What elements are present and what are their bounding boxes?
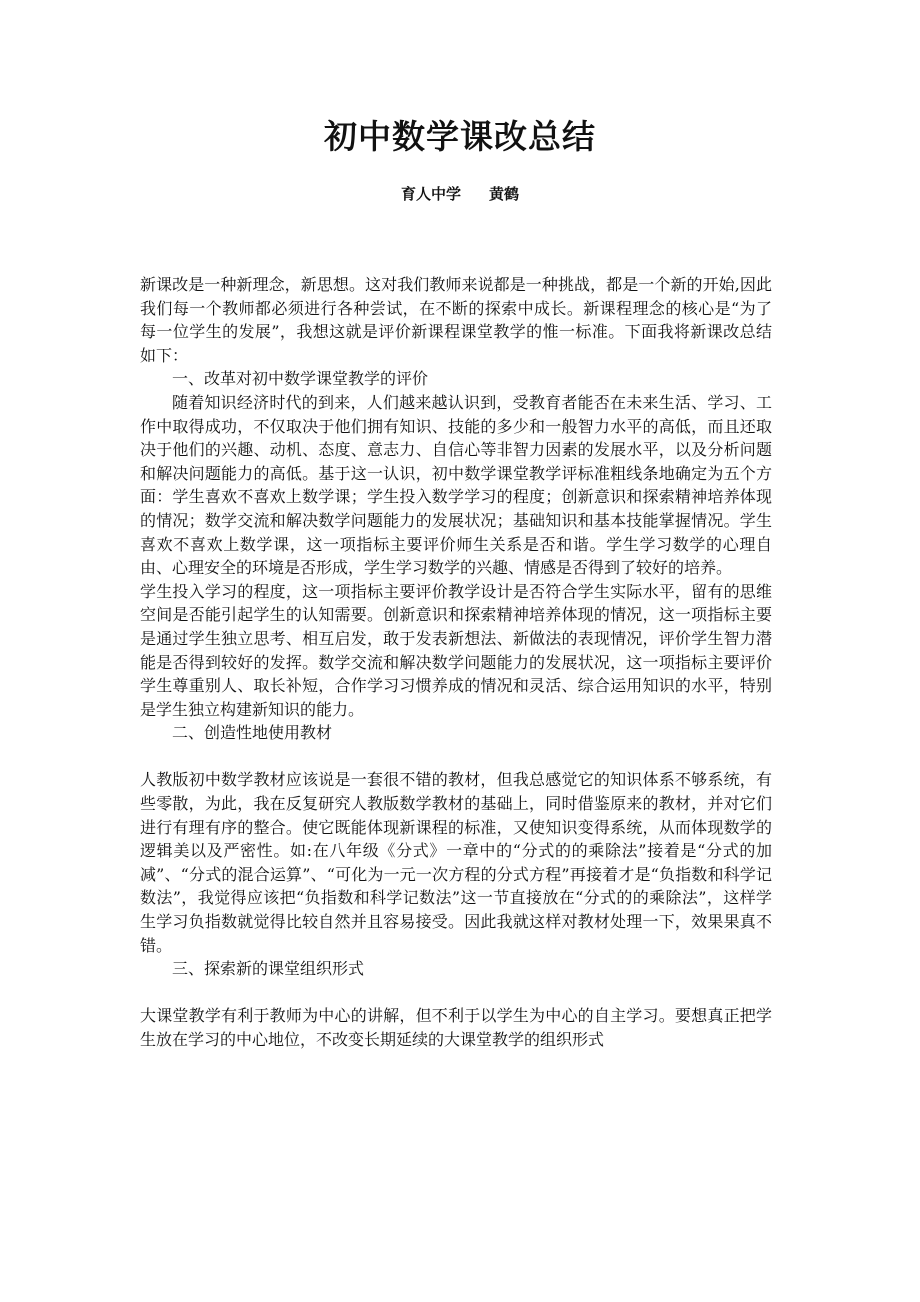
section-3-paragraph-1: 大课堂教学有利于教师为中心的讲解，但不利于以学生为中心的自主学习。要想真正把学生放在学习的中心地位，不改变长期延续的大课堂教学的组织形式 <box>140 1006 772 1049</box>
section-2-paragraph-1: 人教版初中数学教材应该说是一套很不错的教材，但我总感觉它的知识体系不够系统，有些零散，为此，我在反复研究人教版数学教材的基础上，同时借鉴原来的教材，并对它们进行有理有序的整合。使它既能体现新课程的标准，又使知识变得系统，从而体现数学的逻辑美以及严密性。如:在八年级《分式》一章中的“分式的的乘除法”接着是“分式的加减”、“分式的混合运算”、“可化为一元一次方程的分式方程”再接着才是“负指数和科学记数法”，我觉得应该把“负指数和科学记数法”这一节直接放在“分式的的乘除法”，这样学生学习负指数就觉得比较自然并且容易接受。因此我就这样对教材处理一下，效果果真不错。 <box>140 770 772 955</box>
blank-line <box>140 745 772 769</box>
school-name: 育人中学 <box>400 185 461 203</box>
section-1-paragraph-2: 学生投入学习的程度，这一项指标主要评价教学设计是否符合学生实际水平，留有的思维空间是否能引起学生的认知需要。创新意识和探索精神培养体现的情况，这一项指标主要是通过学生独立思考、相互启发，敢于发表新想法、新做法的表现情况，评价学生智力潜能是否得到较好的发挥。数学交流和解决数学问题能力的发展状况，这一项指标主要评价学生尊重别人、取长补短，合作学习习惯养成的情况和灵活、综合运用知识的水平，特别是学生独立构建新知识的能力。 <box>140 581 772 719</box>
section-heading-1: 一、改革对初中数学课堂教学的评价 <box>172 369 429 389</box>
author-name: 黄鹤 <box>489 185 520 203</box>
author-line <box>0 182 920 206</box>
section-heading-2: 二、创造性地使用教材 <box>172 723 333 743</box>
document-title: 初中数学课改总结 <box>324 117 596 156</box>
document-body <box>140 273 772 1052</box>
section-heading-3: 三、探索新的课堂组织形式 <box>172 959 365 979</box>
section-1-paragraph-1: 随着知识经济时代的到来，人们越来越认识到，受教育者能否在未来生活、学习、工作中取得成功，不仅取决于他们拥有知识、技能的多少和一般智力水平的高低，而且还取决于他们的兴趣、动机、态度、意志力、自信心等非智力因素的发展水平，以及分析问题和解决问题能力的高低。基于这一认识，初中数学课堂教学评标准粗线条地确定为五个方面：学生喜欢不喜欢上数学课；学生投入数学学习的程度；创新意识和探索精神培养体现的情况；数学交流和解决数学问题能力的发展状况；基础知识和基本技能掌握情况。学生喜欢不喜欢上数学课，这一项指标主要评价师生关系是否和谐。学生学习数学的心理自由、心理安全的环境是否形成，学生学习数学的兴趣、情感是否得到了较好的培养。 <box>140 392 772 578</box>
intro-paragraph: 新课改是一种新理念，新思想。这对我们教师来说都是一种挑战，都是一个新的开始,因此我们每一个教师都必须进行各种尝试，在不断的探索中成长。新课程理念的核心是“为了每一位学生的发展”，我想这就是评价新课程课堂教学的惟一标准。下面我将新课改总结如下： <box>140 275 772 365</box>
blank-line <box>140 981 772 1005</box>
